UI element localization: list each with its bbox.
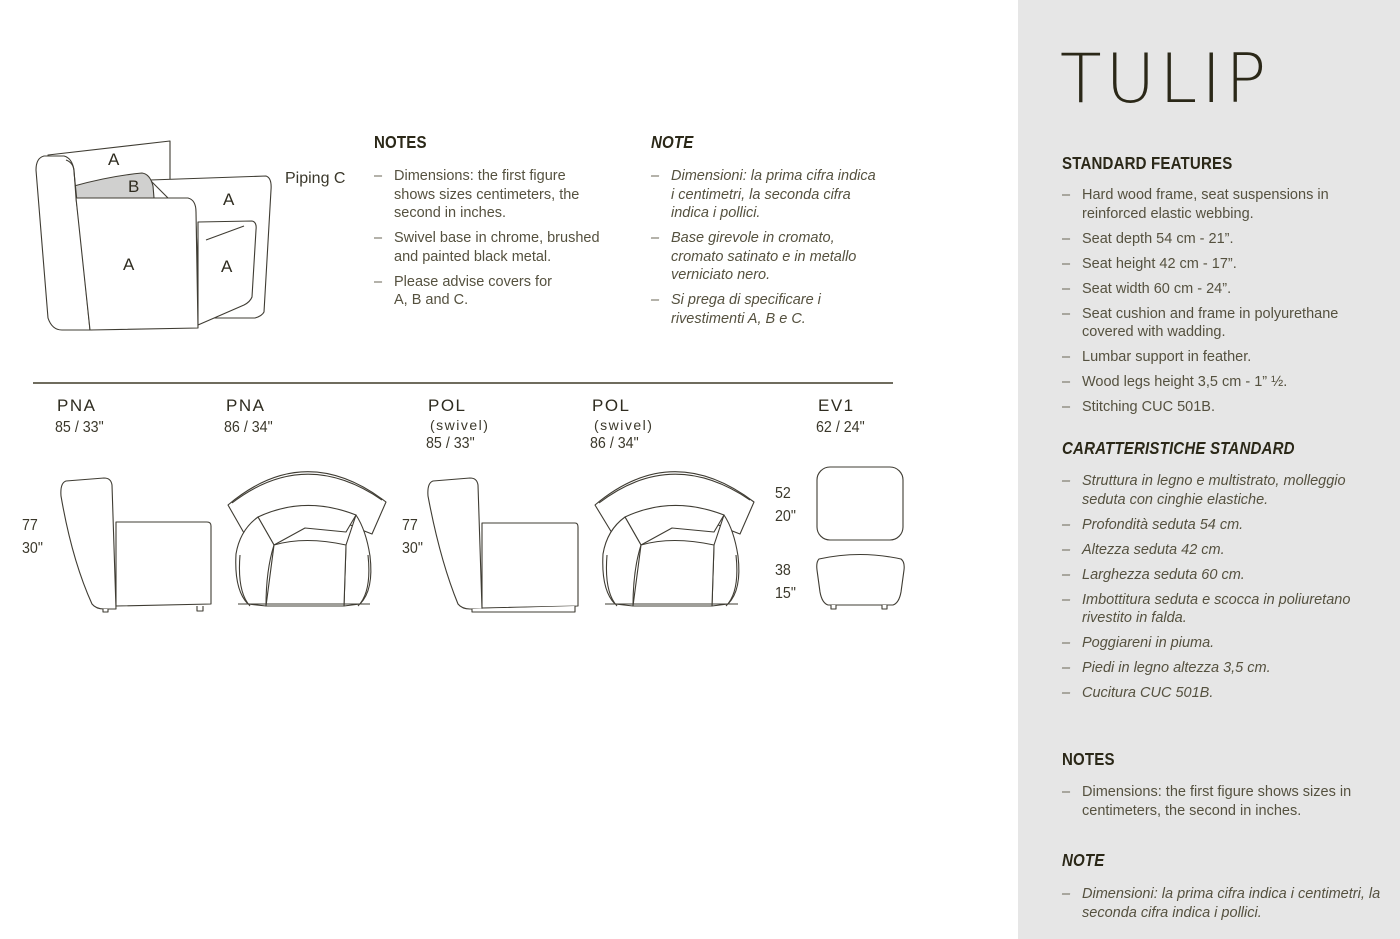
list-item: – Profondità seduta 54 cm. [1062,516,1382,535]
depth-cm: 52 [775,485,791,502]
panel-note-heading: NOTE [1062,850,1105,870]
list-item: – Altezza seduta 42 cm. [1062,541,1382,560]
section-divider [33,382,893,384]
height-cm: 77 [22,517,38,534]
list-item: – Lumbar support in feather. [1062,348,1372,367]
list-item: – Seat cushion and frame in polyurethane covered with wadding. [1062,305,1372,342]
model-pna-top [226,396,277,438]
model-code: PNA [57,396,97,415]
model-code: POL [428,396,467,415]
model-pna-side [57,396,108,438]
cover-label-a: A [108,150,120,169]
notes-en-list [374,167,624,310]
model-code: POL [592,396,631,415]
caratteristiche-list [1062,472,1382,703]
list-item: – Piedi in legno altezza 3,5 cm. [1062,659,1382,678]
model-pol-side [428,396,489,454]
model-code: PNA [226,396,266,415]
height-label [402,514,423,560]
panel-notes-it [1062,850,1387,929]
list-item: – Dimensions: the first figure shows sizes centimeters, the second in inches. [374,167,584,223]
model-dims: 85 / 33" [55,419,104,436]
product-title: TULIP [1060,40,1271,119]
panel-notes-en [1062,749,1382,827]
model-code: EV1 [818,396,855,415]
notes-it-heading: NOTE [651,132,694,152]
list-item: – Hard wood frame, seat suspensions in reinforced elastic webbing. [1062,186,1372,223]
height-label [775,559,796,605]
notes-en-section [374,132,624,316]
list-item: – Seat height 42 cm - 17”. [1062,255,1372,274]
depth-in: 20" [775,508,796,525]
cover-label-a: A [221,257,233,276]
height-in: 30" [22,540,43,557]
height-label [22,514,43,560]
list-item: – Dimensioni: la prima cifra indica i centimetri, la seconda cifra indica i pollici. [1062,885,1387,922]
notes-it-section [651,132,901,335]
model-pol-top [592,396,653,454]
depth-label [775,482,796,528]
notes-it-list [651,167,901,328]
list-item: – Seat width 60 cm - 24”. [1062,280,1372,299]
notes-en-heading: NOTES [374,132,427,152]
list-item: – Cucitura CUC 501B. [1062,684,1382,703]
standard-features-list [1062,186,1372,417]
cover-label-a: A [123,255,135,274]
standard-features-section [1062,153,1372,423]
caratteristiche-section [1062,438,1382,709]
list-item: – Please advise covers for A, B and C. [374,273,554,310]
list-item: – Dimensions: the first figure shows sizes in centimeters, the second in inches. [1062,783,1382,820]
list-item: – Stitching CUC 501B. [1062,398,1372,417]
list-item: – Wood legs height 3,5 cm - 1” ½. [1062,373,1372,392]
cover-label-a: A [223,190,235,209]
standard-features-heading: STANDARD FEATURES [1062,153,1233,173]
list-item: – Larghezza seduta 60 cm. [1062,566,1382,585]
panel-notes-list [1062,783,1382,820]
list-item: – Poggiareni in piuma. [1062,634,1382,653]
model-dims: 62 / 24" [816,419,865,436]
height-cm: 38 [775,562,791,579]
height-in: 30" [402,540,423,557]
height-cm: 77 [402,517,418,534]
model-dims: 86 / 34" [224,419,273,436]
ev1-drawing [0,0,1,1]
list-item: – Swivel base in chrome, brushed and painted black metal. [374,229,614,266]
model-dims: 86 / 34" [590,435,639,452]
panel-note-list [1062,885,1387,922]
piping-label: Piping C [285,170,346,187]
model-variant: (swivel) [594,417,654,433]
model-dims: 85 / 33" [426,435,475,452]
list-item: – Si prega di specificare i rivestimenti A, B e C. [651,291,841,328]
cover-label-b: B [128,177,140,196]
model-variant: (swivel) [430,417,490,433]
panel-notes-heading: NOTES [1062,749,1115,769]
list-item: – Seat depth 54 cm - 21”. [1062,230,1372,249]
list-item: – Struttura in legno e multistrato, molleggio seduta con cinghie elastiche. [1062,472,1382,509]
list-item: – Dimensioni: la prima cifra indica i centimetri, la seconda cifra indica i pollici. [651,167,881,223]
model-ev1 [818,396,869,438]
list-item: – Imbottitura seduta e scocca in poliuretano rivestito in falda. [1062,591,1382,628]
caratteristiche-heading: CARATTERISTICHE STANDARD [1062,438,1295,458]
height-in: 15" [775,585,796,602]
list-item: – Base girevole in cromato, cromato satinato e in metallo verniciato nero. [651,229,876,285]
